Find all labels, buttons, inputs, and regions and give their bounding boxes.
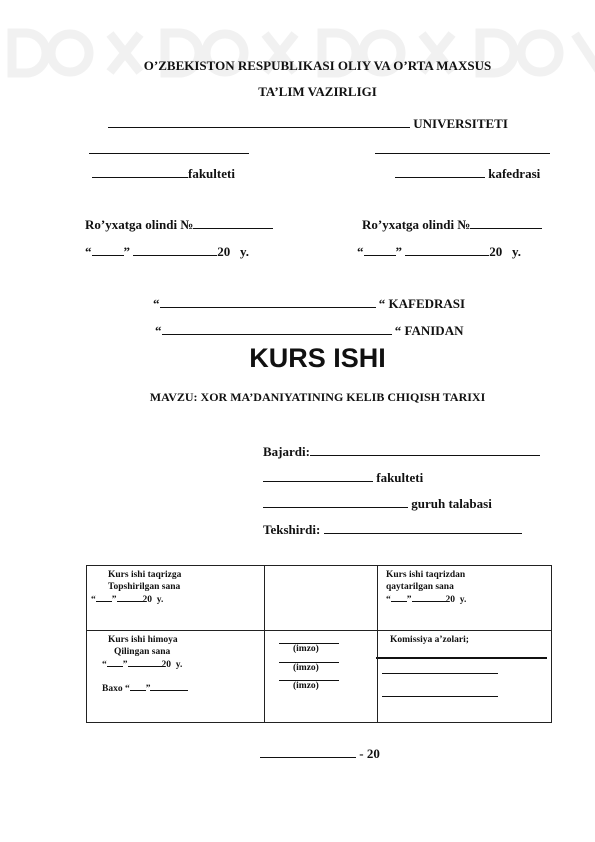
faculty-name-blank-top[interactable] xyxy=(89,141,249,159)
info-faculty-blank[interactable] xyxy=(263,470,373,482)
grade-line: Baxo “ ” xyxy=(91,682,264,696)
return-month[interactable] xyxy=(412,593,446,602)
return-label2: qaytarilgan sana xyxy=(386,581,454,592)
imzo-label2: (imzo) xyxy=(293,662,319,673)
right-date-suffix: y. xyxy=(512,244,522,259)
kafedra-line: “ “ KAFEDRASI xyxy=(153,296,466,311)
submission-cell xyxy=(87,566,265,631)
fanidan-label: “ FANIDAN xyxy=(394,323,464,338)
registration-right-label: Ro’yxatga olindi № xyxy=(362,217,471,232)
imzo-label1: (imzo) xyxy=(293,644,319,654)
fanidan-blank[interactable] xyxy=(162,323,392,335)
right-date-month[interactable] xyxy=(405,244,489,256)
right-date-year: 20 xyxy=(489,244,503,259)
registration-right xyxy=(362,217,542,233)
defense-suffix: y. xyxy=(175,660,183,670)
faculty-label: fakulteti xyxy=(188,166,235,181)
submission-suffix: y. xyxy=(156,595,164,605)
signature-blank1[interactable] xyxy=(279,637,339,644)
review-table xyxy=(86,565,552,723)
return-cell xyxy=(378,566,552,631)
ministry-line2: TA’LIM VAZIRLIGI xyxy=(258,84,377,99)
bajardi-blank[interactable] xyxy=(310,444,540,456)
left-date-month[interactable] xyxy=(133,244,217,256)
fanidan-line: “ “ FANIDAN xyxy=(155,323,464,338)
registration-right-number[interactable] xyxy=(470,217,542,229)
commission-member-blank2[interactable] xyxy=(382,674,498,697)
registration-left-label: Ro’yxatga olindi № xyxy=(85,217,194,232)
return-date: “ ” 20 y. xyxy=(386,595,467,605)
university-label: UNIVERSITETI xyxy=(413,116,508,131)
info-faculty-label: fakulteti xyxy=(376,470,424,485)
group-line xyxy=(263,496,492,512)
submission-label1: Kurs ishi taqrizga xyxy=(108,570,182,580)
defense-date: “ ” 20 y. xyxy=(102,660,183,670)
defense-year: 20 xyxy=(161,660,171,670)
group-label: guruh talabasi xyxy=(411,496,492,511)
return-day[interactable] xyxy=(391,593,407,602)
university-line xyxy=(108,116,508,132)
signature-blank3[interactable] xyxy=(279,674,339,681)
signature-blank2[interactable] xyxy=(279,656,339,663)
tekshirdi-blank[interactable] xyxy=(324,522,522,534)
kafedra-blank[interactable] xyxy=(160,296,376,308)
submission-day[interactable] xyxy=(96,593,112,602)
commission-label: Komissiya a’zolari; xyxy=(390,635,469,645)
document-title: KURS ISHI xyxy=(249,343,386,373)
right-date-day[interactable] xyxy=(364,244,396,256)
submission-label2: Topshirilgan sana xyxy=(108,581,181,592)
faculty-line xyxy=(92,166,235,182)
imzo-label3: (imzo) xyxy=(293,681,319,691)
department-line xyxy=(395,166,540,182)
tekshirdi-label: Tekshirdi: xyxy=(263,522,321,537)
grade-blank[interactable] xyxy=(130,682,146,691)
footer-city-blank[interactable] xyxy=(260,746,356,758)
registration-right-date: “ ” 20 y. xyxy=(357,244,522,259)
department-name-blank-top[interactable] xyxy=(375,141,550,159)
group-blank[interactable] xyxy=(263,496,408,508)
grade-words-blank[interactable] xyxy=(150,682,188,691)
signatures-cell xyxy=(265,631,378,723)
faculty-blank[interactable] xyxy=(92,166,188,178)
footer-year-line xyxy=(260,746,380,762)
grade-label: Baxo “ xyxy=(102,683,130,694)
topic: MAVZU: XOR MA’DANIYATINING KELIB CHIQISH TARIXI xyxy=(149,390,486,404)
defense-cell xyxy=(87,631,265,723)
footer-year: - 20 xyxy=(359,746,380,761)
commission-member-blank1[interactable] xyxy=(382,659,498,674)
ministry-line1: O’ZBEKISTON RESPUBLIKASI OLIY VA O’RTA MAXSUS xyxy=(143,58,492,73)
defense-label2: Qilingan sana xyxy=(114,646,171,657)
university-name-blank[interactable] xyxy=(108,116,410,128)
registration-left-date: “ ” 20 y. xyxy=(85,244,250,259)
submission-date: “ ” 20 y. xyxy=(91,595,164,605)
defense-label1: Kurs ishi himoya xyxy=(108,635,178,645)
empty-cell xyxy=(265,566,378,631)
submission-year: 20 xyxy=(142,595,152,605)
return-label1: Kurs ishi taqrizdan xyxy=(386,570,466,580)
defense-day[interactable] xyxy=(107,658,123,667)
registration-left xyxy=(85,217,273,233)
submission-month[interactable] xyxy=(117,593,143,602)
left-date-suffix: y. xyxy=(240,244,250,259)
defense-month[interactable] xyxy=(128,658,162,667)
department-label: kafedrasi xyxy=(488,166,541,181)
bajardi-label: Bajardi: xyxy=(263,444,310,459)
kafedra-label: “ KAFEDRASI xyxy=(378,296,466,311)
left-date-day[interactable] xyxy=(92,244,124,256)
left-date-year: 20 xyxy=(217,244,231,259)
registration-left-number[interactable] xyxy=(193,217,273,229)
bajardi-line xyxy=(263,444,540,460)
info-faculty-line xyxy=(263,470,423,486)
department-blank[interactable] xyxy=(395,166,485,178)
return-year: 20 xyxy=(445,595,455,605)
return-suffix: y. xyxy=(459,595,467,605)
commission-cell xyxy=(378,631,552,723)
tekshirdi-line xyxy=(263,522,522,538)
